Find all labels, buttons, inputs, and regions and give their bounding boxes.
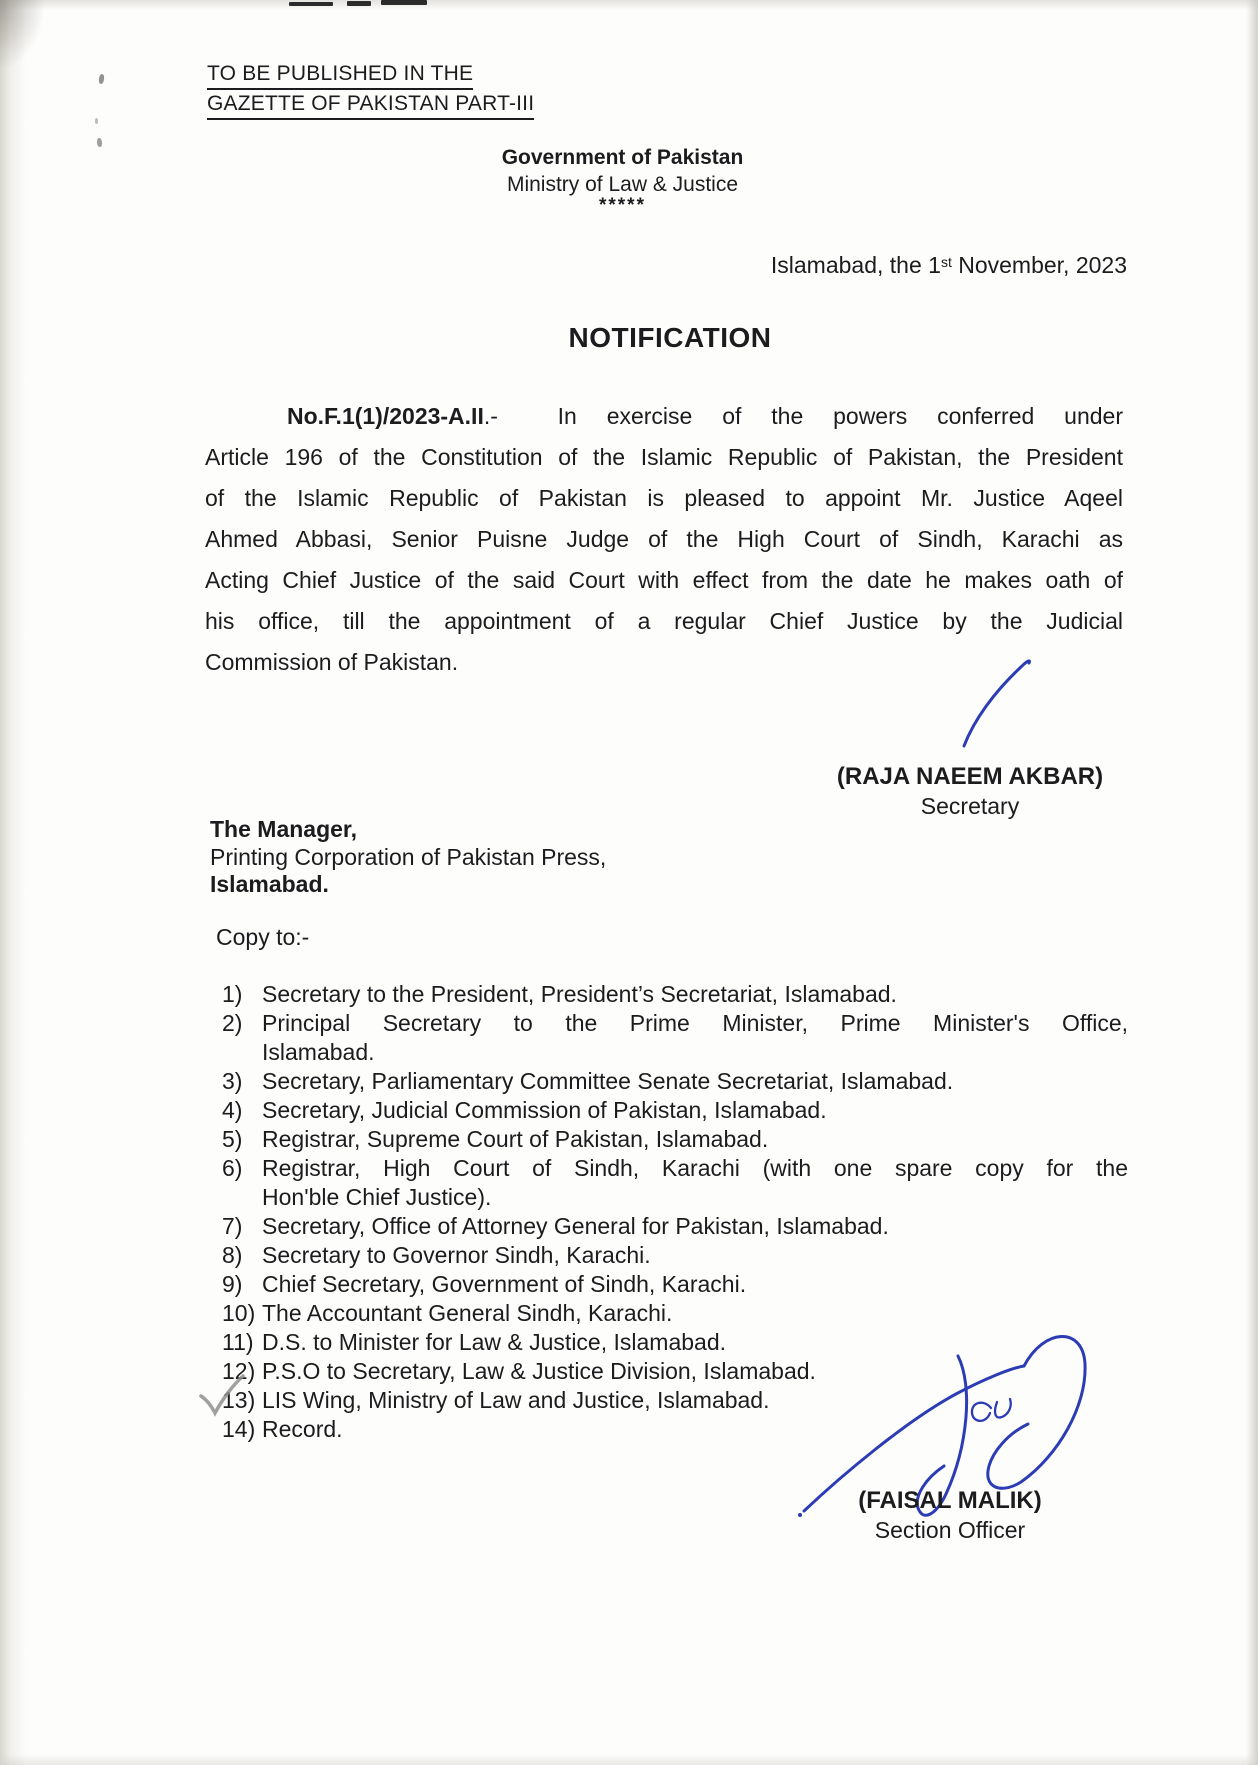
addressee-line3: Islamabad. xyxy=(210,871,329,897)
scan-artifact-dash xyxy=(381,0,427,5)
list-item: 4) Secretary, Judicial Commission of Pakistan, Islamabad. xyxy=(222,1097,827,1123)
notification-body xyxy=(205,396,1123,683)
list-item-number: 3) xyxy=(222,1068,243,1094)
addressee-block xyxy=(210,816,606,899)
ministry-title: Ministry of Law & Justice xyxy=(506,173,739,196)
scan-edge-bottom xyxy=(0,1754,1258,1765)
scan-speck xyxy=(98,74,104,85)
list-item-number: 10) xyxy=(222,1300,256,1326)
scan-artifact-dash xyxy=(347,1,371,6)
list-item-number: 6) xyxy=(222,1155,243,1181)
list-item: 12) P.S.O to Secretary, Law & Justice Division, Islamabad. xyxy=(222,1358,816,1384)
body-line: of the Islamic Republic of Pakistan is pleased to appoint Mr. Justice Aqeel xyxy=(205,485,1123,511)
body-line: Ahmed Abbasi, Senior Puisne Judge of the High Court of Sindh, Karachi as xyxy=(205,526,1123,552)
list-item-number: 9) xyxy=(222,1271,243,1297)
list-item: 14) Record. xyxy=(222,1416,343,1442)
star-separator: ***** xyxy=(599,195,646,216)
addressee-line1: The Manager, xyxy=(210,816,357,842)
section-officer-title: Section Officer xyxy=(874,1517,1026,1543)
notification-title: NOTIFICATION xyxy=(568,322,772,353)
list-item: 11) D.S. to Minister for Law & Justice, Islamabad. xyxy=(222,1329,727,1355)
dateline-prefix: Islamabad, the 1 xyxy=(770,252,941,278)
scan-corner-shadow xyxy=(0,0,46,70)
body-line: Commission of Pakistan. xyxy=(205,649,459,675)
scan-speck xyxy=(95,118,98,124)
secretary-title: Secretary xyxy=(920,793,1020,819)
list-item-number: 2) xyxy=(222,1010,243,1036)
government-title: Government of Pakistan xyxy=(501,146,744,169)
list-item: 1) Secretary to the President, President’s Secretariat, Islamabad. xyxy=(222,981,897,1007)
addressee-line2: Printing Corporation of Pakistan Press, xyxy=(210,843,607,870)
list-item: 2) Principal Secretary to the Prime Minister, Prime Minister's Office, Islamabad. xyxy=(222,1010,1128,1065)
scan-edge-left xyxy=(0,0,26,1765)
list-item: 8) Secretary to Governor Sindh, Karachi. xyxy=(222,1242,651,1268)
pencil-checkmark-icon xyxy=(196,1372,248,1420)
body-line: Article 196 of the Constitution of the Islamic Republic of Pakistan, the President xyxy=(205,444,1123,470)
list-item-number: 12) xyxy=(222,1358,256,1384)
list-item-number: 7) xyxy=(222,1213,243,1239)
body-line: his office, till the appointment of a regular Chief Justice by the Judicial xyxy=(205,608,1123,634)
list-item: 10) The Accountant General Sindh, Karachi. xyxy=(222,1300,673,1326)
section-officer-signatory-block xyxy=(800,1486,1100,1544)
list-item-number: 1) xyxy=(222,981,243,1007)
scan-speck xyxy=(97,138,103,147)
list-item: 3) Secretary, Parliamentary Committee Senate Secretariat, Islamabad. xyxy=(222,1068,954,1094)
publish-notice-line2: GAZETTE OF PAKISTAN PART-III xyxy=(207,90,534,120)
list-item: 13) LIS Wing, Ministry of Law and Justice, Islamabad. xyxy=(222,1387,770,1413)
scan-edge-right xyxy=(1246,0,1258,1765)
list-item-number: 8) xyxy=(222,1242,243,1268)
list-item-number: 14) xyxy=(222,1416,256,1442)
letterhead xyxy=(380,145,865,214)
list-item: 5) Registrar, Supreme Court of Pakistan, Islamabad. xyxy=(222,1126,769,1152)
secretary-signature-ink xyxy=(940,648,1050,753)
list-item: 7) Secretary, Office of Attorney General for Pakistan, Islamabad. xyxy=(222,1213,889,1239)
secretary-signatory-block xyxy=(810,762,1130,820)
body-line: No.F.1(1)/2023-A.II.- In exercise of the powers conferred under xyxy=(287,403,1123,429)
dateline-ordinal: st xyxy=(940,254,952,270)
publish-notice xyxy=(207,60,534,120)
body-line: Acting Chief Justice of the said Court with effect from the date he makes oath of xyxy=(205,567,1123,593)
list-item: 6) Registrar, High Court of Sindh, Karachi (with one spare copy for the Hon'ble Chief Justice). xyxy=(222,1155,1128,1210)
list-item: 9) Chief Secretary, Government of Sindh, Karachi. xyxy=(222,1271,747,1297)
scan-edge-top xyxy=(0,0,1258,10)
dateline-suffix: November, 2023 xyxy=(951,252,1127,278)
dateline xyxy=(205,252,1127,279)
list-item-number: 4) xyxy=(222,1097,243,1123)
secretary-name: (RAJA NAEEM AKBAR) xyxy=(836,763,1104,790)
list-item-number: 11) xyxy=(222,1329,254,1355)
publish-notice-line1: TO BE PUBLISHED IN THE xyxy=(207,60,473,90)
section-officer-name: (FAISAL MALIK) xyxy=(858,1487,1042,1514)
copy-to-label: Copy to:- xyxy=(216,924,310,950)
list-item-number: 13) xyxy=(222,1387,256,1413)
scan-artifact-dash xyxy=(289,2,333,6)
list-item-number: 5) xyxy=(222,1126,243,1152)
reference-number: No.F.1(1)/2023-A.II xyxy=(287,403,484,429)
